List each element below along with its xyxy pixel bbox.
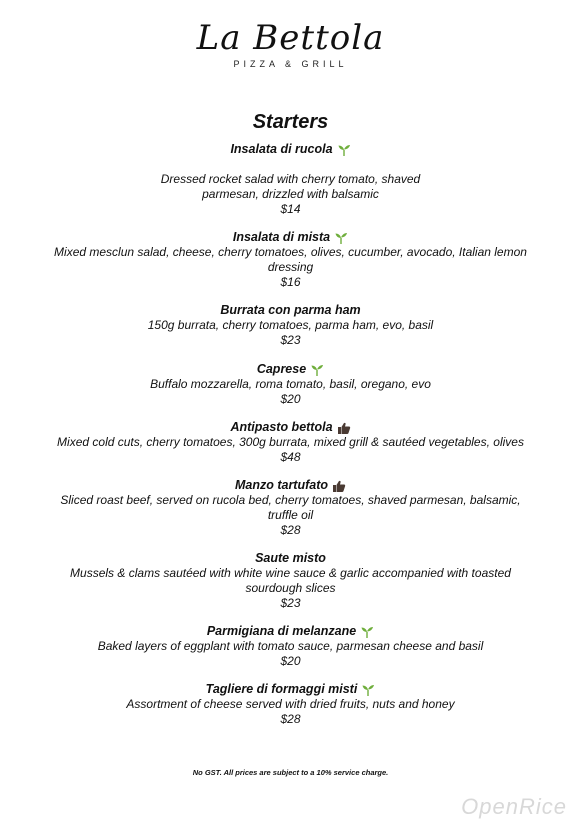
menu-item-name: Insalata di mista [232, 230, 331, 244]
menu-item [40, 303, 541, 348]
menu-item-header [40, 420, 541, 435]
menu-item-description: parmesan, drizzled with balsamic [202, 187, 379, 201]
footer-note: No GST. All prices are subject to a 10% service charge. [192, 768, 389, 777]
menu-item-name: Saute misto [255, 551, 326, 565]
menu-item [40, 478, 541, 538]
spacer [40, 157, 541, 172]
section-title: Starters [252, 111, 329, 133]
menu-item-name: Insalata di rucola [230, 142, 333, 156]
menu-item-header [40, 362, 541, 377]
menu-item [40, 230, 541, 290]
menu-item-description: Dressed rocket salad with cherry tomato, shaved [160, 172, 421, 186]
menu-item-name: Burrata con parma ham [220, 303, 361, 317]
menu-item-name: Manzo tartufato [234, 478, 329, 492]
menu-item-header [40, 303, 541, 318]
menu-item-header [40, 551, 541, 566]
vegetarian-sprout-icon [310, 364, 324, 376]
vegetarian-sprout-icon [361, 684, 375, 696]
menu-item-description: Assortment of cheese served with dried fruits, nuts and honey [126, 697, 455, 711]
menu-item [40, 142, 541, 217]
watermark: OpenRice [461, 794, 567, 819]
menu-item-description: Buffalo mozzarella, roma tomato, basil, oregano, evo [150, 377, 431, 391]
menu-item [40, 362, 541, 407]
menu-list [40, 142, 541, 727]
menu-item-price: $28 [280, 523, 301, 537]
menu-item-header [40, 624, 541, 639]
vegetarian-sprout-icon [334, 232, 348, 244]
menu-item-description: Baked layers of eggplant with tomato sauce, parmesan cheese and basil [97, 639, 484, 653]
menu-item-price: $16 [280, 275, 301, 289]
logo [0, 18, 581, 69]
thumbs-up-icon [332, 480, 346, 492]
menu-item-header [40, 682, 541, 697]
menu-item-description: sourdough slices [245, 581, 336, 595]
menu-item-description: truffle oil [267, 508, 314, 522]
menu-item [40, 682, 541, 727]
vegetarian-sprout-icon [337, 144, 351, 156]
menu-item-name: Tagliere di formaggi misti [205, 682, 358, 696]
vegetarian-sprout-icon [360, 626, 374, 638]
menu-item-price: $20 [280, 654, 301, 668]
logo-subtitle: PIZZA & GRILL [233, 59, 348, 69]
menu-item [40, 420, 541, 465]
menu-item-price: $20 [280, 392, 301, 406]
menu-item-description: dressing [267, 260, 314, 274]
menu-item-price: $48 [280, 450, 301, 464]
menu-item-price: $23 [280, 333, 301, 347]
menu-item-name: Antipasto bettola [230, 420, 333, 434]
menu-item [40, 551, 541, 611]
logo-name: La Bettola [196, 18, 385, 58]
menu-item-name: Caprese [256, 362, 307, 376]
menu-item-description: Mussels & clams sautéed with white wine sauce & garlic accompanied with toasted [70, 566, 511, 580]
thumbs-up-icon [337, 422, 351, 434]
menu-item-header [40, 230, 541, 245]
menu-item-header [40, 142, 541, 157]
menu-item-price: $14 [280, 202, 301, 216]
menu-item-name: Parmigiana di melanzane [206, 624, 357, 638]
menu-item-description: Mixed cold cuts, cherry tomatoes, 300g burrata, mixed grill & sautéed vegetables, olives [57, 435, 524, 449]
menu-item-description: Mixed mesclun salad, cheese, cherry tomatoes, olives, cucumber, avocado, Italian lemon [54, 245, 527, 259]
menu-item-description: 150g burrata, cherry tomatoes, parma ham, evo, basil [147, 318, 434, 332]
menu-item-price: $23 [280, 596, 301, 610]
menu-item-header [40, 478, 541, 493]
menu-item-description: Sliced roast beef, served on rucola bed, cherry tomatoes, shaved parmesan, balsamic, [60, 493, 521, 507]
menu-item [40, 624, 541, 669]
menu-item-price: $28 [280, 712, 301, 726]
